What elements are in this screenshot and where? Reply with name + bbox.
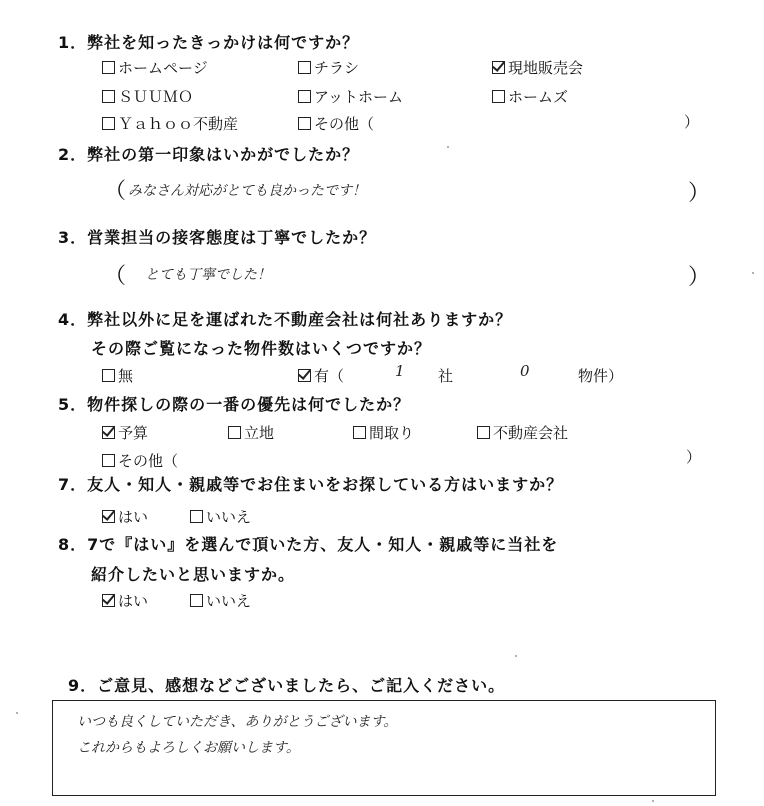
q3-handwritten-answer: とても丁寧でした！ bbox=[145, 267, 271, 283]
scan-speck bbox=[515, 655, 517, 657]
comment-box[interactable] bbox=[52, 700, 716, 796]
checkbox-checked[interactable] bbox=[102, 426, 115, 439]
q5-close-paren: ） bbox=[686, 448, 702, 466]
q2-open-paren: （ bbox=[104, 179, 127, 204]
q4-properties-count: 0 bbox=[520, 362, 530, 380]
checkbox-checked[interactable] bbox=[102, 510, 115, 523]
q1-option-yahoo[interactable]: Ｙａｈｏｏ不動産 bbox=[102, 113, 238, 134]
checkbox-checked[interactable] bbox=[492, 61, 505, 74]
q4-properties-unit: 物件） bbox=[578, 367, 624, 385]
q7-option-yes[interactable]: はい bbox=[102, 506, 148, 527]
q4-label-line2: その際ご覧になった物件数はいくつですか？ bbox=[91, 339, 432, 358]
scan-speck bbox=[447, 146, 449, 148]
checkbox-checked[interactable] bbox=[298, 369, 311, 382]
q2-handwritten-answer: みなさん対応がとても良かったです！ bbox=[128, 183, 366, 199]
q4-option-yes[interactable]: 有（ bbox=[298, 365, 344, 386]
checkbox[interactable] bbox=[477, 426, 490, 439]
q1-option-other[interactable]: その他（ bbox=[298, 113, 374, 134]
q5-option-layout[interactable]: 間取り bbox=[353, 422, 414, 443]
q7-option-no[interactable]: いいえ bbox=[190, 506, 251, 527]
checkbox[interactable] bbox=[102, 117, 115, 130]
q1-option-homes[interactable]: ホームズ bbox=[492, 86, 568, 107]
checkbox[interactable] bbox=[190, 594, 203, 607]
comment-line-2: これからもよろしくお願いします。 bbox=[77, 740, 300, 756]
q1-option-suumo[interactable]: ＳＵＵＭＯ bbox=[102, 86, 193, 107]
q5-option-agency[interactable]: 不動産会社 bbox=[477, 422, 568, 443]
q4-option-none[interactable]: 無 bbox=[102, 365, 133, 386]
q9-label: 9．ご意見、感想などございましたら、ご記入ください。 bbox=[68, 676, 506, 695]
q8-option-yes[interactable]: はい bbox=[102, 590, 148, 611]
q1-option-onsite-sale[interactable]: 現地販売会 bbox=[492, 57, 583, 78]
checkbox-checked[interactable] bbox=[102, 594, 115, 607]
checkbox[interactable] bbox=[102, 61, 115, 74]
scan-speck bbox=[652, 800, 654, 802]
checkbox[interactable] bbox=[102, 369, 115, 382]
scan-speck bbox=[752, 272, 754, 274]
checkbox[interactable] bbox=[353, 426, 366, 439]
q8-label-line1: 8．7で『はい』を選んで頂いた方、友人・知人・親戚等に当社を bbox=[58, 535, 559, 554]
q8-option-no[interactable]: いいえ bbox=[190, 590, 251, 611]
q5-option-other[interactable]: その他（ bbox=[102, 450, 178, 471]
q3-label: 3．営業担当の接客態度は丁寧でしたか？ bbox=[58, 228, 377, 247]
q5-option-location[interactable]: 立地 bbox=[228, 422, 274, 443]
q3-close-paren: ） bbox=[688, 265, 711, 290]
q8-label-line2: 紹介したいと思いますか。 bbox=[91, 565, 296, 584]
checkbox[interactable] bbox=[190, 510, 203, 523]
scan-speck bbox=[16, 712, 18, 714]
q1-option-homepage[interactable]: ホームページ bbox=[102, 57, 208, 78]
checkbox[interactable] bbox=[298, 90, 311, 103]
checkbox[interactable] bbox=[228, 426, 241, 439]
q4-companies-count: 1 bbox=[395, 362, 405, 380]
q2-label: 2．弊社の第一印象はいかがでしたか？ bbox=[58, 145, 360, 164]
comment-line-1: いつも良くしていただき、ありがとうございます。 bbox=[77, 714, 398, 730]
q4-companies-unit: 社 bbox=[438, 367, 454, 385]
q7-label: 7．友人・知人・親戚等でお住まいをお探している方はいますか？ bbox=[58, 475, 564, 494]
checkbox[interactable] bbox=[298, 61, 311, 74]
q1-option-athome[interactable]: アットホーム bbox=[298, 86, 403, 107]
checkbox[interactable] bbox=[492, 90, 505, 103]
q2-close-paren: ） bbox=[688, 181, 711, 206]
q5-label: 5．物件探しの際の一番の優先は何でしたか？ bbox=[58, 395, 411, 414]
q1-close-paren: ） bbox=[684, 113, 700, 131]
q1-label: 1．弊社を知ったきっかけは何ですか？ bbox=[58, 33, 360, 52]
q4-label-line1: 4．弊社以外に足を運ばれた不動産会社は何社ありますか？ bbox=[58, 310, 513, 329]
checkbox[interactable] bbox=[102, 454, 115, 467]
q1-option-flyer[interactable]: チラシ bbox=[298, 57, 359, 78]
checkbox[interactable] bbox=[102, 90, 115, 103]
q3-open-paren: （ bbox=[104, 264, 127, 289]
checkbox[interactable] bbox=[298, 117, 311, 130]
q5-option-budget[interactable]: 予算 bbox=[102, 422, 148, 443]
